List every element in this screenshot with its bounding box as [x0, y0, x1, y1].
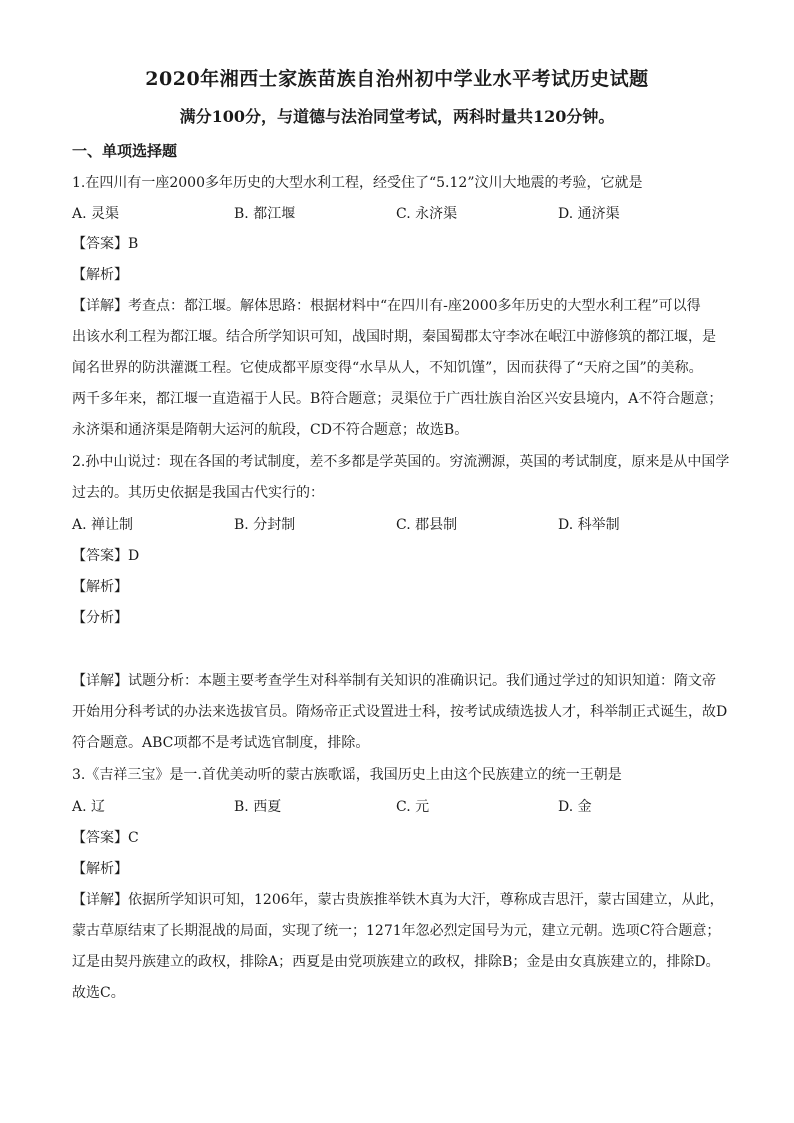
q2-option-a: A. 禅让制 [72, 517, 134, 533]
q2-option-d: D. 科举制 [558, 517, 620, 533]
q2-fenxi: 【分析】 [72, 610, 128, 626]
q3-detail-line: 蒙古草原结束了长期混战的局面，实现了统一；1271年忽必烈定国号为元，建立元朝。选项C符合题意； [72, 923, 721, 939]
q1-option-b: B. 都江堰 [234, 206, 296, 222]
page-title: 2020年湘西士家族苗族自治州初中学业水平考试历史试题 [145, 68, 649, 90]
q1-option-d: D. 通济渠 [558, 206, 620, 222]
q3-jiexi: 【解析】 [72, 861, 128, 877]
q1-option-c: C. 永济渠 [396, 206, 458, 222]
q2-detail-line: 开始用分科考试的办法来选拔官员。隋炀帝正式设置进士科，按考试成绩选拔人才，科举制正式诞生，故D [72, 704, 728, 720]
q1-stem: 1.在四川有一座2000多年历史的大型水利工程，经受住了“5.12”汶川大地震的考验，它就是 [72, 175, 643, 191]
q2-options [72, 514, 724, 534]
q2-option-c: C. 郡县制 [396, 517, 458, 533]
q3-option-c: C. 元 [396, 799, 430, 815]
q1-detail-line: 出该水利工程为都江堰。结合所学知识可知，战国时期，秦国蜀郡太守李冰在岷江中游修筑的都江堰，是 [72, 329, 716, 345]
q1-detail-line: 永济渠和通济渠是隋朝大运河的航段，CD不符合题意；故选B。 [72, 422, 469, 438]
q2-jiexi: 【解析】 [72, 579, 128, 595]
q3-options [72, 796, 724, 816]
q1-answer: 【答案】B [72, 236, 139, 252]
q1-jiexi: 【解析】 [72, 267, 128, 283]
q1-options [72, 203, 724, 223]
q2-answer: 【答案】D [72, 548, 140, 564]
q2-option-b: B. 分封制 [234, 517, 296, 533]
q3-detail-line: 辽是由契丹族建立的政权，排除A；西夏是由党项族建立的政权，排除B；金是由女真族建立的，排除D。 [72, 954, 720, 970]
q3-option-b: B. 西夏 [234, 799, 282, 815]
q3-detail-line: 【详解】依据所学知识可知，1206年，蒙古贵族推举铁木真为大汗，尊称成吉思汗，蒙古国建立，从此， [72, 892, 724, 908]
q2-detail-line: 符合题意。ABC项都不是考试选官制度，排除。 [72, 735, 370, 751]
q1-detail-line: 闻名世界的防洪灌溉工程。它使成都平原变得“水旱从人，不知饥馑”，因而获得了“天府之国”的美称。 [72, 360, 703, 376]
q3-answer: 【答案】C [72, 830, 139, 846]
q3-option-a: A. 辽 [72, 799, 106, 815]
q2-stem: 过去的。其历史依据是我国古代实行的： [72, 485, 324, 501]
q1-detail-line: 【详解】考查点：都江堰。解体思路：根据材料中“在四川有-座2000多年历史的大型水利工程”可以得 [72, 298, 701, 314]
q1-option-a: A. 灵渠 [72, 206, 120, 222]
q2-stem: 2.孙中山说过：现在各国的考试制度，差不多都是学英国的。穷流溯源，英国的考试制度，原来是从中国学 [72, 454, 730, 470]
q3-option-d: D. 金 [558, 799, 592, 815]
q3-stem: 3.《吉祥三宝》是一.首优美动听的蒙古族歌谣，我国历史上由这个民族建立的统一王朝是 [72, 767, 622, 783]
q3-detail-line: 故选C。 [72, 985, 125, 1001]
q2-detail-line: 【详解】试题分析：本题主要考查学生对科举制有关知识的准确识记。我们通过学过的知识知道：隋文帝 [72, 673, 716, 689]
q1-detail-line: 两千多年来，都江堰一直造福于人民。B符合题意；灵渠位于广西壮族自治区兴安县境内，A不符合题意； [72, 391, 723, 407]
section-heading: 一、单项选择题 [72, 142, 178, 160]
page-subtitle: 满分100分，与道德与法治同堂考试，两科时量共120分钟。 [179, 107, 615, 126]
